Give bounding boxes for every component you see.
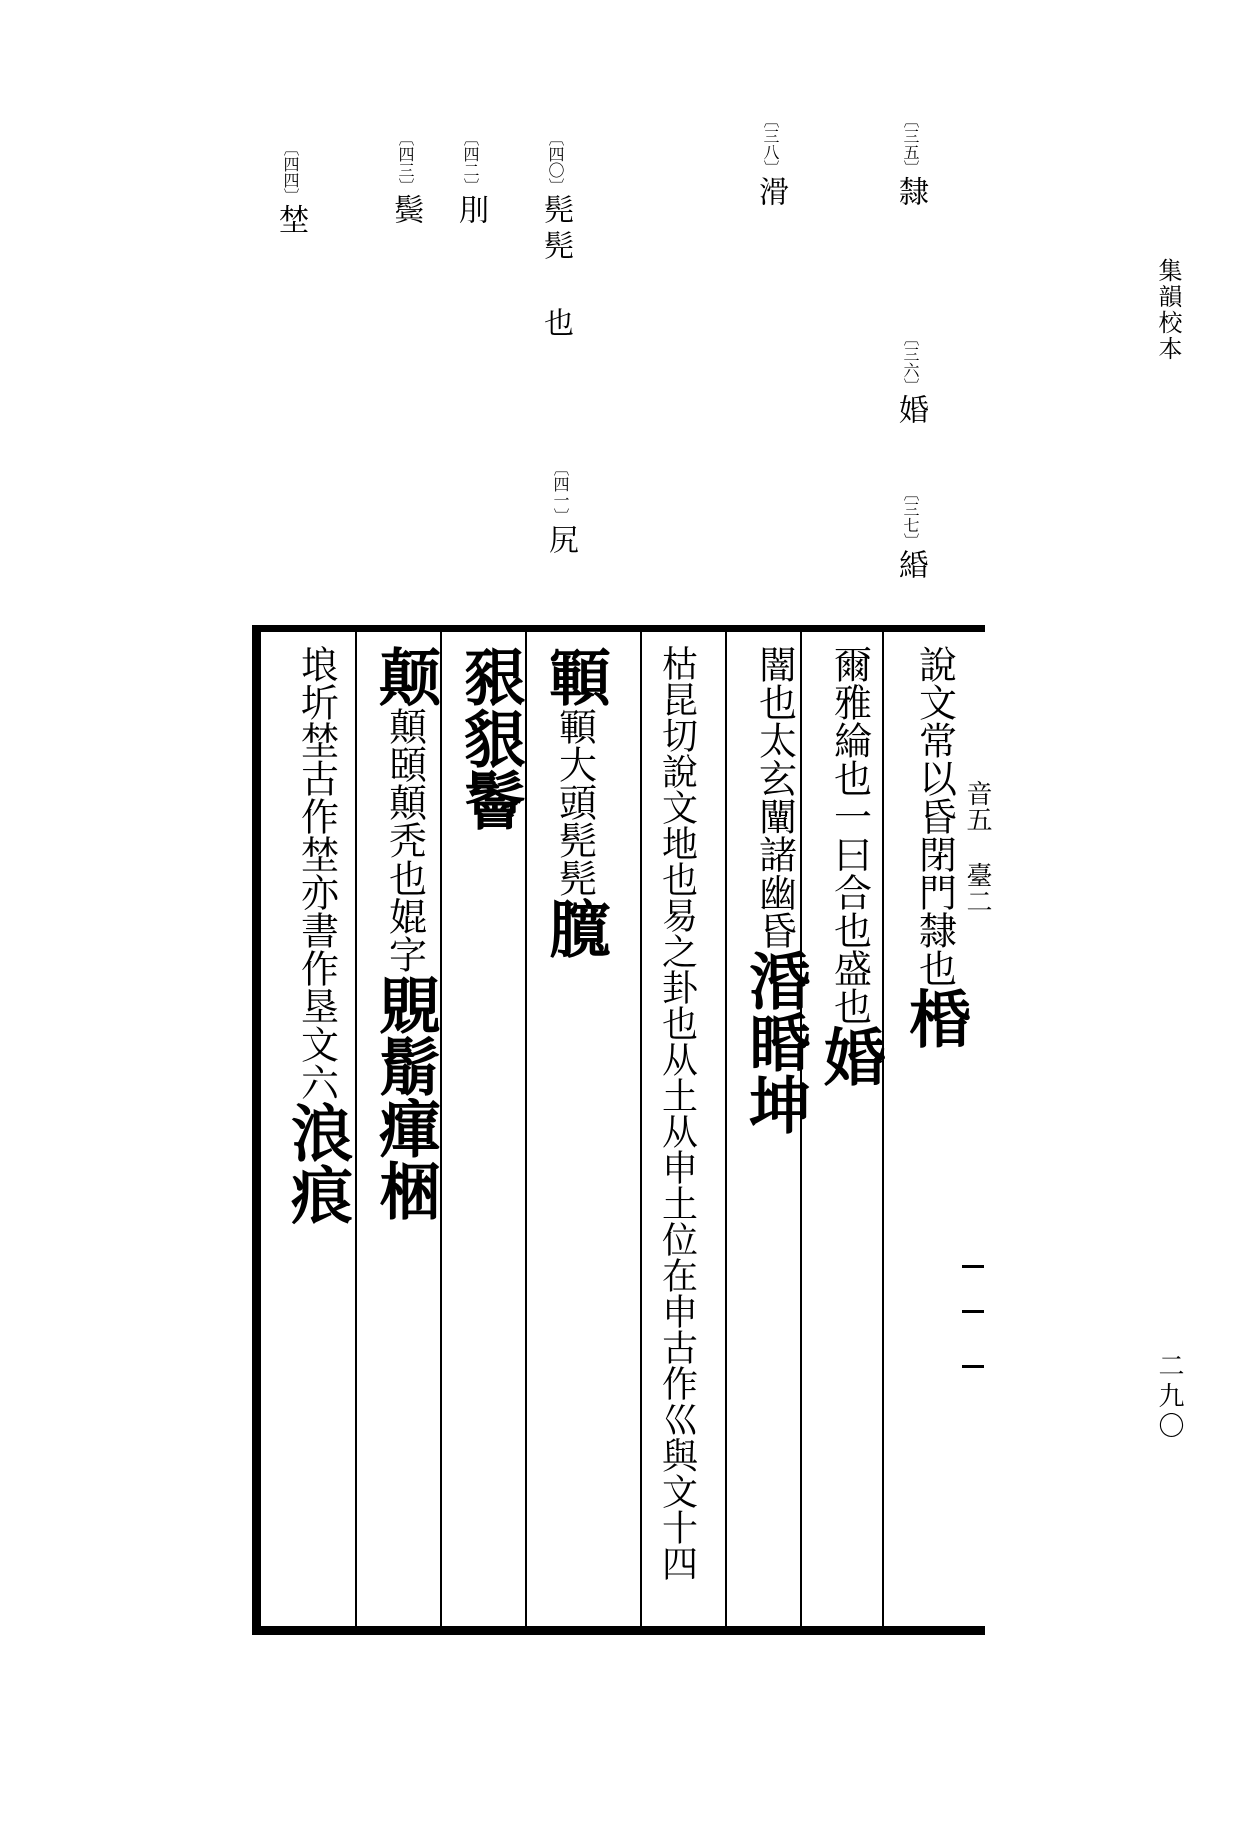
note-number: 〔三八〕	[761, 112, 780, 176]
note-number: 〔三七〕	[901, 485, 920, 549]
note-text: 尻	[543, 524, 578, 560]
note-40	[538, 130, 573, 343]
note-text: 埜	[273, 204, 308, 240]
head-char: 鬠	[453, 769, 527, 831]
note-43	[388, 130, 423, 230]
column-text: 枯昆切說文地也易之卦也从土从申土位在申古作巛與文十四	[656, 645, 698, 1581]
note-text: 緍	[893, 549, 928, 585]
text-column-7	[368, 645, 442, 1221]
head-char: 瘒	[368, 1097, 442, 1159]
note-number: 〔三五〕	[901, 112, 920, 176]
head-char: 浪	[280, 1101, 354, 1163]
page-number: 二九〇	[1154, 1352, 1184, 1442]
note-number: 〔三六〕	[901, 330, 920, 394]
note-text: 鬓	[388, 194, 423, 230]
note-42	[453, 130, 488, 230]
column-text: 顐大頭髡髡	[552, 707, 597, 897]
text-column-3	[738, 645, 812, 1135]
head-char: 顐	[538, 645, 612, 707]
column-text: 說文常以昏閉門隸也	[912, 645, 957, 987]
note-text: 隸	[893, 176, 928, 212]
head-char: 梱	[368, 1159, 442, 1221]
note-number: 〔四三〕	[396, 130, 415, 194]
strip-tick	[962, 1365, 984, 1368]
column-text: 闇也太玄闡諸幽昏	[752, 645, 797, 949]
note-number: 〔四一〕	[551, 460, 570, 524]
head-char: 鬅	[368, 1035, 442, 1097]
head-char: 睧	[738, 1011, 812, 1073]
column-text: 顛頣顛秃也婫字	[382, 707, 427, 973]
note-text: 婚	[893, 394, 928, 430]
column-text: 埌圻埜古作埜亦書作垦文六	[294, 645, 339, 1101]
head-char: 涽	[738, 949, 812, 1011]
note-text: 髡髡 也	[538, 194, 573, 343]
head-char: 覞	[368, 973, 442, 1035]
column-rule	[640, 632, 642, 1626]
text-column-5	[538, 645, 612, 959]
column-text: 爾雅綸也一曰合也盛也	[827, 645, 872, 1025]
book-title: 集韻校本	[1154, 258, 1182, 362]
note-text: 刖	[453, 194, 488, 230]
text-column-4	[655, 645, 697, 1581]
note-number: 〔四〇〕	[546, 130, 565, 194]
note-number: 〔四二〕	[461, 130, 480, 194]
text-column-1	[898, 645, 972, 1049]
note-37	[893, 485, 928, 585]
text-column-8	[280, 645, 354, 1225]
text-column-2	[813, 645, 887, 1087]
head-char: 豤	[453, 645, 527, 707]
note-text: 滑	[753, 176, 788, 212]
column-rule	[355, 632, 357, 1626]
head-char: 臗	[538, 897, 612, 959]
text-column-6	[453, 645, 527, 831]
note-44	[273, 140, 308, 240]
head-char: 婚	[813, 1025, 887, 1087]
head-char: 貇	[453, 707, 527, 769]
note-number: 〔四四〕	[281, 140, 300, 204]
head-char: 棔	[898, 987, 972, 1049]
strip-label: 音五 臺二	[962, 780, 992, 914]
head-char: 坤	[738, 1073, 812, 1135]
note-36	[893, 330, 928, 430]
note-35	[893, 112, 928, 212]
note-38	[753, 112, 788, 212]
strip-tick	[962, 1310, 984, 1313]
head-char: 颠	[368, 645, 442, 707]
head-char: 痕	[280, 1163, 354, 1225]
note-41	[543, 460, 578, 560]
column-rule	[725, 632, 727, 1626]
strip-tick	[962, 1265, 984, 1268]
